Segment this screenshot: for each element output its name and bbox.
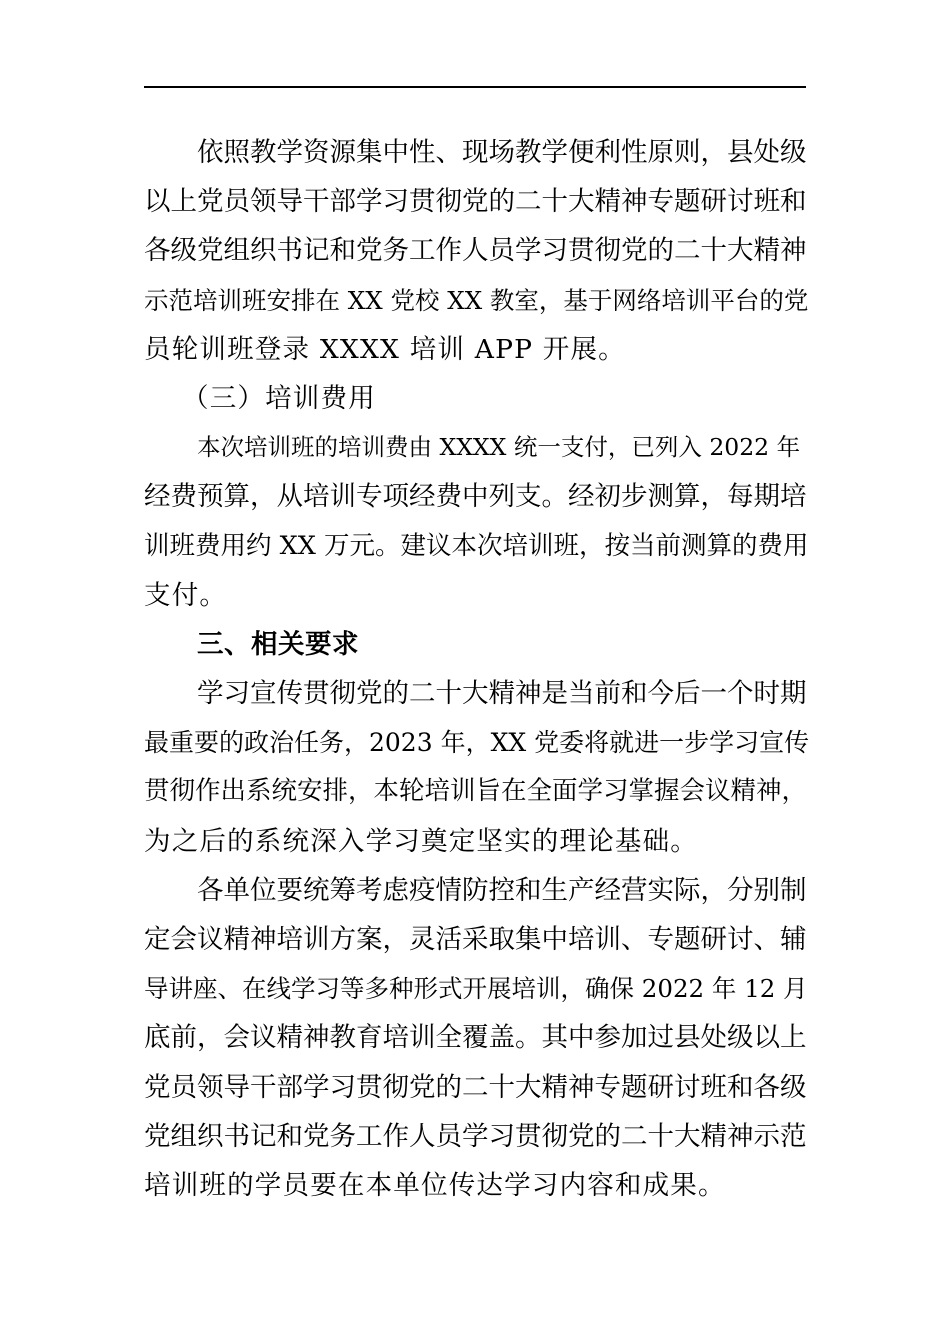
text-line: 最重要的政治任务，2023 年，XX 党委将就进一步学习宣传	[144, 728, 810, 758]
text-line: 为之后的系统深入学习奠定坚实的理论基础。	[144, 825, 698, 857]
text-line: 底前，会议精神教育培训全覆盖。其中参加过县处级以上	[144, 1022, 807, 1054]
text-line: 贯彻作出系统安排，本轮培训旨在全面学习掌握会议精神，	[144, 776, 808, 807]
paragraph	[144, 128, 809, 374]
text-line: 员轮训班登录 XXXX 培训 APP 开展。	[144, 333, 626, 365]
header-rule	[144, 86, 806, 88]
text-line: 导讲座、在线学习等多种形式开展培训，确保 2022 年 12 月	[144, 974, 808, 1004]
text-line: 依照教学资源集中性、现场教学便利性原则，县处级	[197, 137, 807, 168]
subheading-line: （三）培训费用	[182, 382, 376, 414]
text-line: 定会议精神培训方案，灵活采取集中培训、专题研讨、辅	[144, 924, 807, 955]
text-line: 经费预算，从培训专项经费中列支。经初步测算，每期培	[144, 481, 807, 513]
paragraph	[144, 866, 809, 1210]
paragraph	[144, 423, 809, 620]
text-line: 训班费用约 XX 万元。建议本次培训班，按当前测算的费用	[144, 530, 809, 561]
text-line: 各级党组织书记和党务工作人员学习贯彻党的二十大精神	[144, 235, 807, 267]
text-line: 党员领导干部学习贯彻党的二十大精神专题研讨班和各级	[144, 1071, 807, 1103]
text-line: 支付。	[144, 579, 228, 611]
text-line: 各单位要统筹考虑疫情防控和生产经营实际，分别制	[197, 874, 807, 906]
text-line: 以上党员领导干部学习贯彻党的二十大精神专题研讨班和	[144, 186, 807, 218]
heading-line: 三、相关要求	[197, 628, 359, 660]
document-body	[144, 128, 809, 1210]
text-line: 本次培训班的培训费由 XXXX 统一支付，已列入 2022 年	[197, 433, 801, 462]
text-line: 党组织书记和党务工作人员学习贯彻党的二十大精神示范	[144, 1120, 807, 1152]
section-heading	[144, 620, 809, 669]
text-line: 示范培训班安排在 XX 党校 XX 教室，基于网络培训平台的党	[144, 285, 809, 315]
section-subheading	[144, 374, 809, 423]
text-line: 学习宣传贯彻党的二十大精神是当前和今后一个时期	[197, 678, 807, 710]
text-line: 培训班的学员要在本单位传达学习内容和成果。	[144, 1169, 726, 1201]
paragraph	[144, 669, 809, 866]
